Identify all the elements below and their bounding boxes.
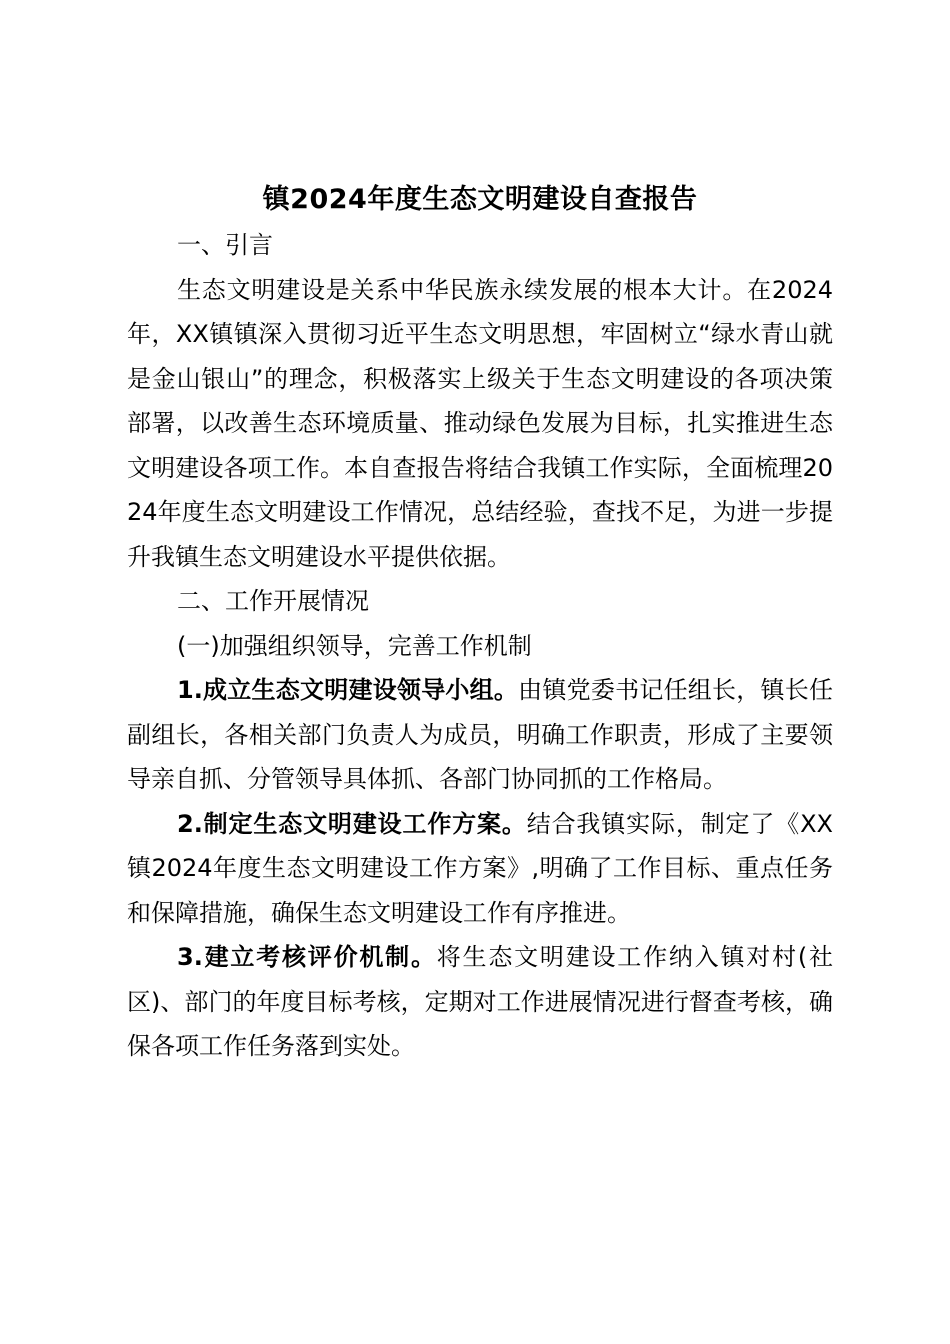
intro-heading: 一、引言: [177, 231, 273, 259]
item-paragraph-2: [127, 802, 833, 936]
item-paragraph-3: [127, 935, 833, 1069]
sub-heading-organization: (一)加强组织领导，完善工作机制: [177, 631, 532, 660]
item-text-3: 将生态文明建设工作纳入镇对村(社区)、部门的年度目标考核，定期对工作进展情况进行督查考核，确保各项工作任务落到实处。: [127, 943, 833, 1060]
item-lead-3: 3.建立考核评价机制。: [177, 943, 437, 971]
item-paragraph-1: [127, 668, 833, 802]
item-lead-1: 1.成立生态文明建设领导小组。: [177, 676, 519, 704]
intro-paragraph: 生态文明建设是关系中华民族永续发展的根本大计。在2024年，XX镇镇深入贯彻习近平生态文明思想，牢固树立“绿水青山就是金山银山”的理念，积极落实上级关于生态文明建设的各项决策部署，以改善生态环境质量、推动绿色发展为目标，扎实推进生态文明建设各项工作。本自查报告将结合我镇工作实际，全面梳理2024年度生态文明建设工作情况，总结经验，查找不足，为进一步提升我镇生态文明建设水平提供依据。: [127, 275, 833, 571]
document-title: 镇2024年度生态文明建设自查报告: [262, 184, 698, 215]
document-page: [127, 178, 833, 1069]
work-heading: 二、工作开展情况: [177, 587, 369, 615]
item-lead-2: 2.制定生态文明建设工作方案。: [177, 809, 527, 838]
item-text-1: 由镇党委书记任组长，镇长任副组长，各相关部门负责人为成员，明确工作职责，形成了主要领导亲自抓、分管领导具体抓、各部门协同抓的工作格局。: [127, 676, 833, 793]
item-text-2: 结合我镇实际，制定了《XX镇2024年度生态文明建设工作方案》,明确了工作目标、重点任务和保障措施，确保生态文明建设工作有序推进。: [127, 809, 833, 927]
